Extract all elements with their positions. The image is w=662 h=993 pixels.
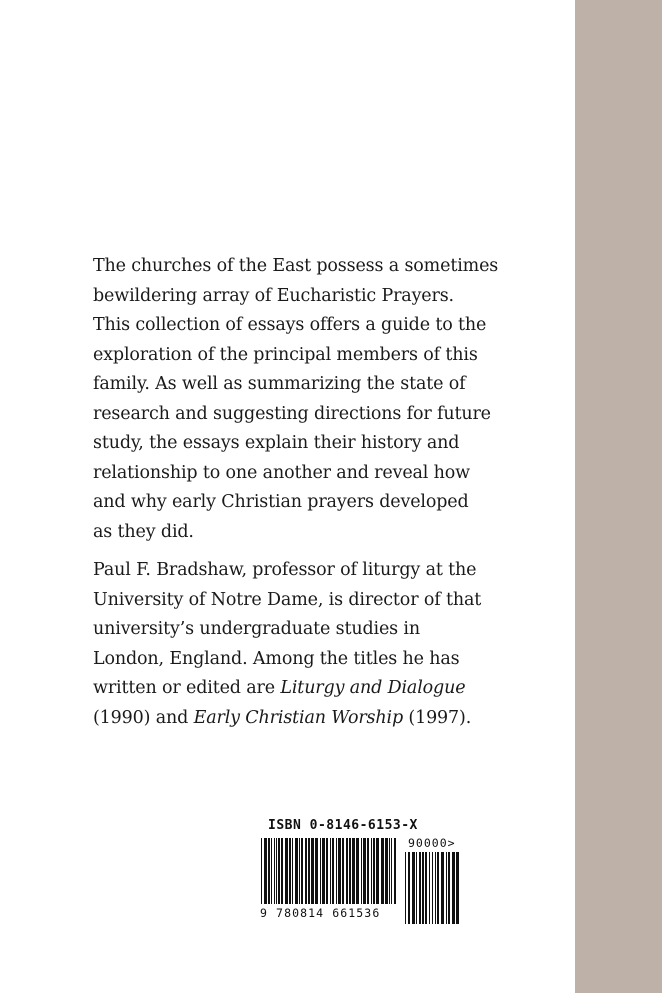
barcode-bar (274, 838, 275, 904)
description-line: study, the essays explain their history and (93, 433, 460, 453)
barcode-bar (349, 838, 351, 904)
barcode-bar (332, 838, 334, 904)
barcode-bar (419, 852, 421, 924)
barcode-bar (425, 852, 427, 924)
barcode-bar (326, 838, 328, 904)
barcode-bar (376, 838, 379, 904)
isbn-label: ISBN 0-8146-6153-X (268, 818, 418, 833)
barcode-bar (305, 838, 307, 904)
bio-line: university’s undergraduate studies in (93, 619, 420, 639)
barcode-bar (391, 838, 392, 904)
barcode-bar (271, 838, 272, 904)
barcode-bar (373, 838, 375, 904)
barcode-bar (264, 838, 267, 904)
barcode-bar (281, 838, 283, 904)
barcode-bar (448, 852, 450, 924)
barcode-bar (363, 838, 366, 904)
barcode-bar (416, 852, 417, 924)
barcode-bar (422, 852, 424, 924)
bio-line (93, 674, 533, 704)
ean-digits: 9 780814 661536 (260, 906, 381, 920)
barcode-bar (394, 838, 396, 904)
barcode-bar (446, 852, 447, 924)
barcode-bar (367, 838, 369, 904)
book-title-early-christian-worship: Early Christian Worship (193, 707, 403, 728)
barcode-bar (268, 838, 270, 904)
description-line: The churches of the East possess a sometimes (93, 256, 499, 276)
description-line: family. As well as summarizing the state of (93, 374, 466, 394)
barcode-bar (330, 838, 331, 904)
barcode-bar (352, 838, 355, 904)
barcode-bar (441, 852, 444, 924)
bio-text: (1990) and (93, 707, 194, 728)
barcode-bar (429, 852, 430, 924)
addon-digits: 90000> (408, 836, 456, 850)
cover-blurb (93, 252, 533, 742)
barcode-bar (385, 838, 388, 904)
description-line: as they did. (93, 521, 194, 542)
barcode-bar (315, 838, 318, 904)
barcode-bar (322, 838, 325, 904)
barcode-bar (389, 838, 390, 904)
ean-barcode-bars (260, 838, 400, 906)
barcode-bar (356, 838, 359, 904)
barcode-bar (285, 838, 288, 904)
description-line: research and suggesting directions for future (93, 403, 491, 424)
bio-text: (1997). (403, 707, 472, 728)
description-paragraph (93, 252, 533, 547)
barcode-bar (299, 838, 300, 904)
barcode-bar (292, 838, 293, 904)
description-line: and why early Christian prayers developed (93, 492, 469, 512)
bio-line: Paul F. Bradshaw, professor of liturgy at the (93, 560, 477, 580)
barcode-bar (311, 838, 314, 904)
barcode-bar (336, 838, 337, 904)
barcode-bar (338, 838, 341, 904)
bio-line: University of Notre Dame, is director of that (93, 589, 482, 610)
barcode-bar (301, 838, 303, 904)
description-line: exploration of the principal members of this (93, 344, 478, 365)
barcode-bar (412, 852, 415, 924)
barcode-bar (346, 838, 348, 904)
bio-text: written or edited are (93, 678, 281, 698)
barcode-bar (261, 838, 262, 904)
description-line: This collection of essays offers a guide to the (93, 315, 487, 335)
barcode-bar (371, 838, 372, 904)
barcode-bar (432, 852, 433, 924)
description-line: relationship to one another and reveal how (93, 462, 470, 483)
barcode-bar (278, 838, 280, 904)
bio-line (93, 704, 533, 734)
addon-barcode-bars (404, 852, 462, 926)
bio-line: London, England. Among the titles he has (93, 648, 460, 669)
barcode-bar (435, 852, 436, 924)
description-line: bewildering array of Eucharistic Prayers. (93, 285, 454, 306)
barcode-bar (289, 838, 291, 904)
barcode-bar (361, 838, 362, 904)
barcode-bar (276, 838, 277, 904)
barcode-bar (405, 852, 406, 924)
barcode-bar (437, 852, 439, 924)
barcode-bar (456, 852, 459, 924)
isbn-barcode (260, 818, 480, 928)
barcode-bar (295, 838, 298, 904)
author-bio-paragraph (93, 556, 533, 733)
spine-color-band (575, 0, 662, 993)
barcode-bar (408, 852, 410, 924)
barcode-bar (308, 838, 310, 904)
barcode-bar (342, 838, 344, 904)
barcode-bar (320, 838, 321, 904)
barcode-bar (452, 852, 455, 924)
book-title-liturgy-and-dialogue: Liturgy and Dialogue (280, 678, 466, 698)
barcode-bar (381, 838, 384, 904)
